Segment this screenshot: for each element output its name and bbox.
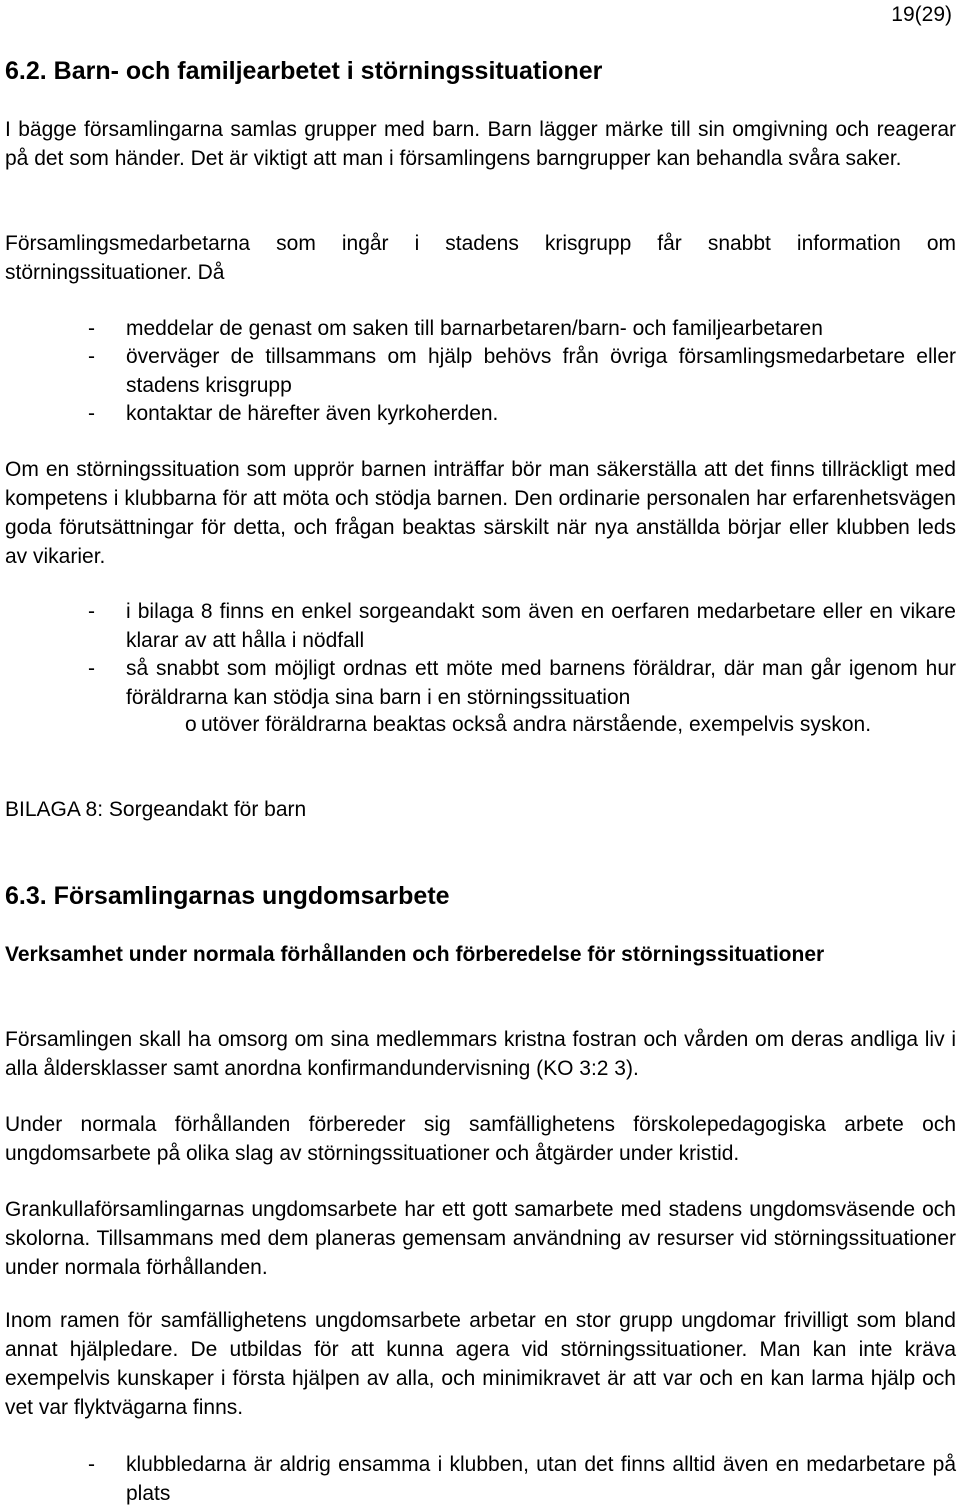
dash-bullet: - [88, 402, 95, 425]
list-item-text: meddelar de genast om saken till barnarbetaren/barn- och familjearbetaren [126, 317, 823, 340]
list-item [88, 342, 956, 400]
section-heading-6-2: 6.2. Barn- och familjearbetet i störningssituationer [5, 57, 603, 85]
paragraph-crisis-group: Församlingsmedarbetarna som ingår i stadens krisgrupp får snabbt information om störningssituationer. Då [5, 232, 956, 284]
list-item-text: så snabbt som möjligt ordnas ett möte med barnens föräldrar, där man går igenom hur föräldrarna kan stödja sina barn i en störningssituation [126, 657, 956, 709]
list-item-text: kontaktar de härefter även kyrkoherden. [126, 402, 499, 425]
list-item [88, 1450, 956, 1508]
sub-list-item-text: utöver föräldrarna beaktas också andra närstående, exempelvis syskon. [201, 713, 872, 736]
paragraph-competence: Om en störningssituation som upprör barnen inträffar bör man säkerställa att det finns tillräckligt med kompetens i klubbarna för att möta och stödja barnen. Den ordinarie personalen har erfarenhetsvägen goda förutsättningar för detta, och frågan beaktas särskilt när nya anställda börjar eller klubben leds av vikarier. [5, 458, 956, 568]
list-item-text: klubbledarna är aldrig ensamma i klubben, utan det finns alltid även en medarbetare på plats [126, 1453, 956, 1505]
list-item-text: överväger de tillsammans om hjälp behövs från övriga församlingsmedarbetare eller stadens krisgrupp [126, 345, 956, 397]
dash-bullet: - [88, 600, 95, 623]
dash-bullet: - [88, 657, 95, 680]
paragraph-intro: I bägge församlingarna samlas grupper med barn. Barn lägger märke till sin omgivning och reagerar på det som händer. Det är viktigt att man i församlingens barngrupper kan behandla svåra saker. [5, 118, 956, 170]
paragraph-volunteers: Inom ramen för samfällighetens ungdomsarbete arbetar en stor grupp ungdomar frivilligt som bland annat hjälpledare. De utbildas för att kunna agera vid störningssituationer. Man kan inte kräva exempelvis kunskaper i första hjälpen av alla, och minimikravet är att var och en kan larma hjälp och vet var flyktvägarna finns. [5, 1309, 956, 1419]
list-item [88, 314, 956, 343]
sub-list-item [185, 710, 956, 739]
list-item-text: i bilaga 8 finns en enkel sorgeandakt som även en oerfaren medarbetare eller en vikare klarar av att hålla i nödfall [126, 600, 956, 652]
paragraph-preparation: Under normala förhållanden förbereder sig samfällighetens förskolepedagogiska arbete och ungdomsarbete på olika slag av störningssituationer och åtgärder under kristid. [5, 1113, 956, 1165]
paragraph-cooperation: Grankullaförsamlingarnas ungdomsarbete har ett gott samarbete med stadens ungdomsväsende och skolorna. Tillsammans med dem planeras gemensam användning av resurser vid störningssituationer under normala förhållanden. [5, 1198, 956, 1279]
list-item [88, 654, 956, 712]
section-heading-6-3: 6.3. Församlingarnas ungdomsarbete [5, 882, 450, 910]
page-number: 19(29) [891, 3, 952, 26]
list-item [88, 399, 956, 428]
appendix-reference: BILAGA 8: Sorgeandakt för barn [5, 798, 307, 821]
dash-bullet: - [88, 1453, 95, 1476]
circle-bullet: o [185, 713, 197, 736]
dash-bullet: - [88, 345, 95, 368]
paragraph-church-order: Församlingen skall ha omsorg om sina medlemmars kristna fostran och vården om deras andliga liv i alla åldersklasser samt anordna konfirmandundervisning (KO 3:2 3). [5, 1028, 956, 1080]
subheading-normal-conditions: Verksamhet under normala förhållanden och förberedelse för störningssituationer [5, 943, 825, 966]
list-item [88, 597, 956, 655]
dash-bullet: - [88, 317, 95, 340]
